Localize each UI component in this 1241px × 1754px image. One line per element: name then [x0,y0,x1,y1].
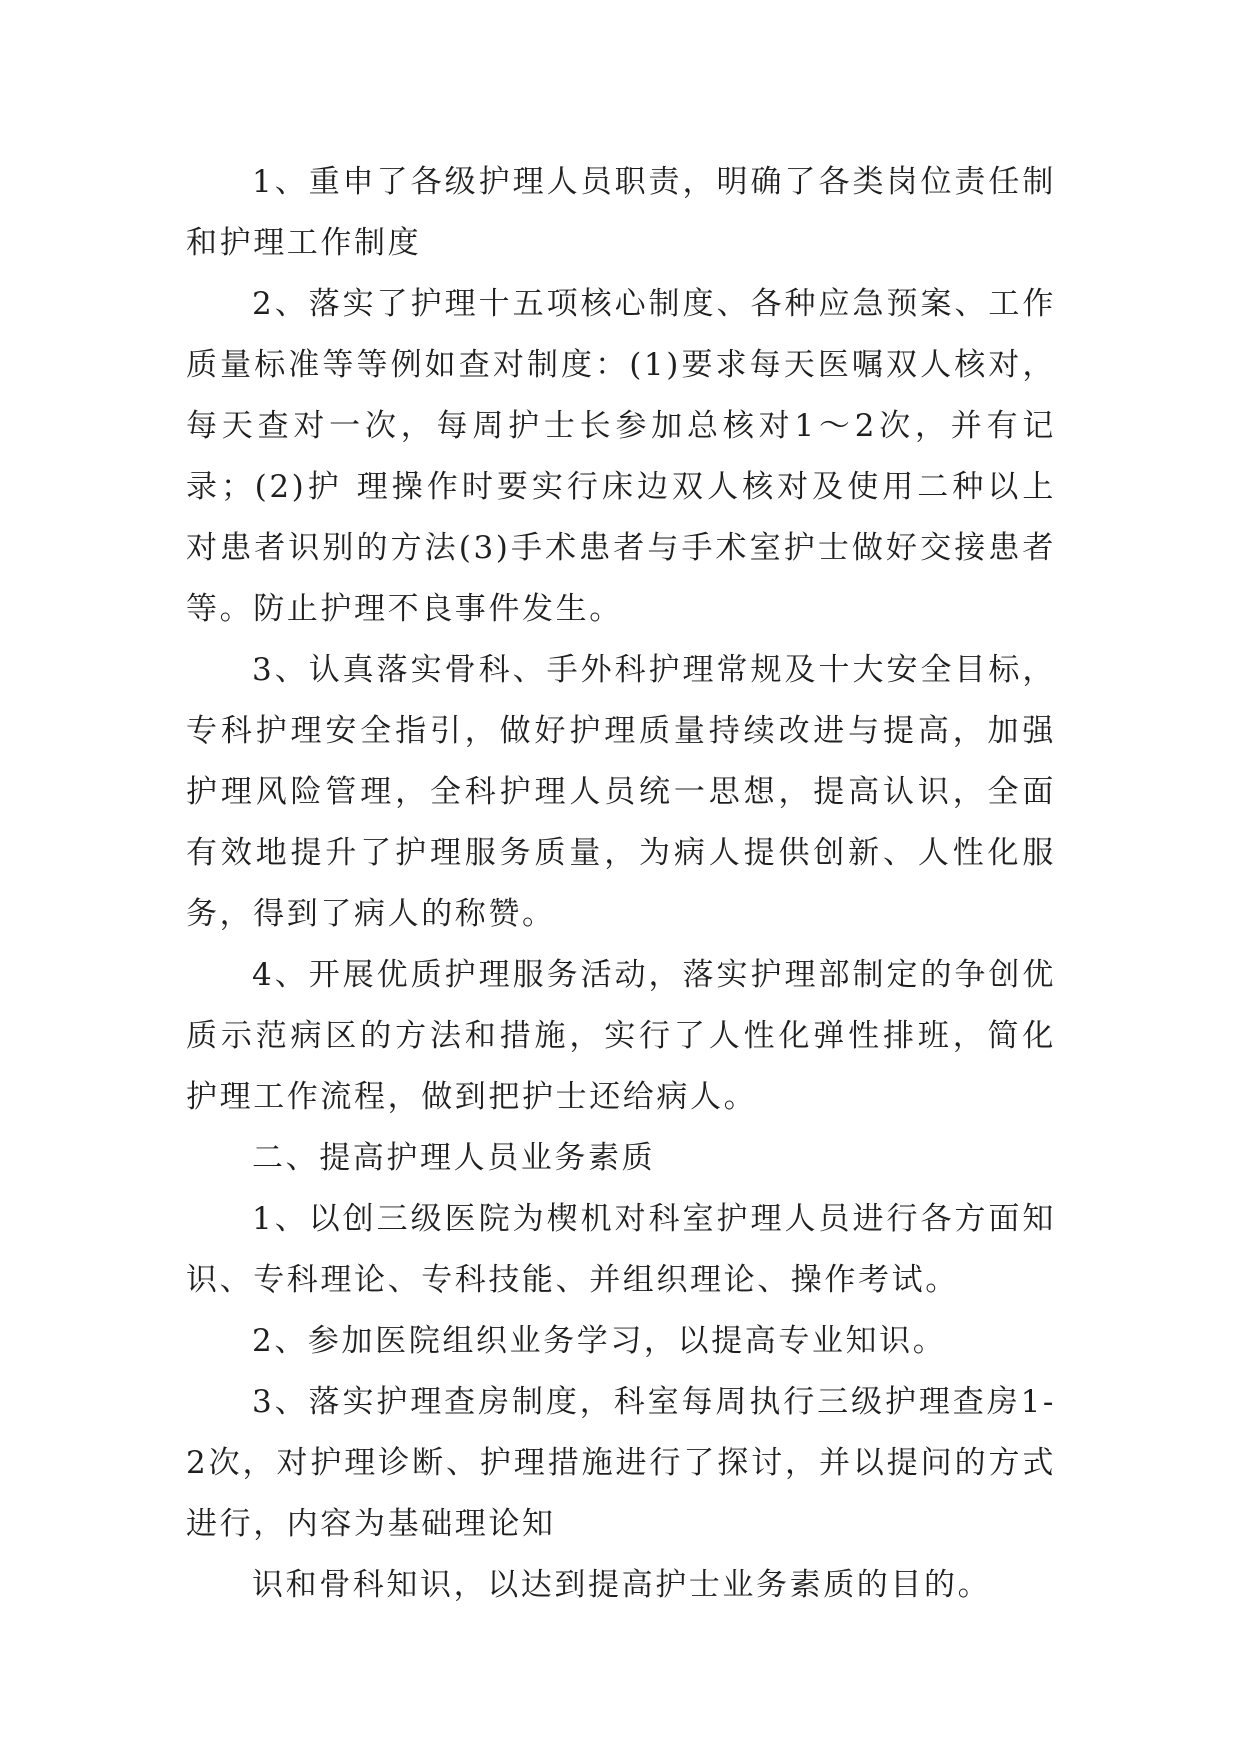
paragraph-ward-rounds-continued: 识和骨科知识，以达到提高护士业务素质的目的。 [252,1567,992,1603]
paragraph-study: 2、参加医院组织业务学习，以提高专业知识。 [252,1323,947,1359]
paragraph-training: 1、以创三级医院为楔机对科室护理人员进行各方面知识、专科理论、专科技能、并组织理论、操作考试。 [186,1201,1056,1298]
section-heading-skills: 二、提高护理人员业务素质 [252,1140,656,1176]
paragraph-ward-rounds: 3、落实护理查房制度，科室每周执行三级护理查房1-2次，对护理诊断、护理措施进行了探讨，并以提问的方式进行，内容为基础理论知 [186,1384,1056,1542]
paragraph-safety-goals: 3、认真落实骨科、手外科护理常规及十大安全目标，专科护理安全指引，做好护理质量持续改进与提高，加强护理风险管理，全科护理人员统一思想，提高认识，全面有效地提升了护理服务质量，为病人提供创新、人性化服务，得到了病人的称赞。 [186,652,1056,932]
paragraph-core-systems: 2、落实了护理十五项核心制度、各种应急预案、工作质量标准等等例如查对制度：(1)要求每天医嘱双人核对，每天查对一次，每周护士长参加总核对1～2次，并有记录；(2)护 理操作时要实行床边双人核对及使用二种以上对患者识别的方法(3)手术患者与手术室护士做好交接患者等。防止护理不良事件发生。 [186,286,1056,627]
paragraph-duty-system: 1、重申了各级护理人员职责，明确了各类岗位责任制和护理工作制度 [186,164,1056,261]
paragraph-quality-service: 4、开展优质护理服务活动，落实护理部制定的争创优质示范病区的方法和措施，实行了人性化弹性排班，简化护理工作流程，做到把护士还给病人。 [186,957,1056,1115]
document-body [186,152,1056,1616]
